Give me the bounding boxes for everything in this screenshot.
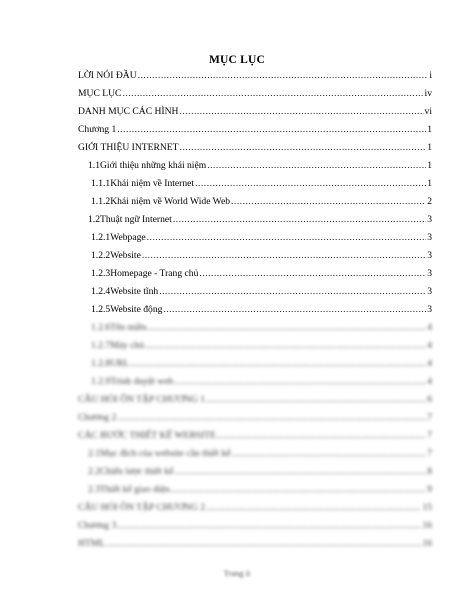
toc-entry-number: 2.1	[88, 448, 100, 459]
toc-entry-page: 3	[427, 214, 432, 225]
dot-leader	[171, 484, 427, 496]
toc-entry-title: MỤC LỤC	[78, 88, 122, 99]
toc-entry[interactable]	[78, 430, 432, 442]
toc-entry-number: 1.2.2	[91, 250, 111, 261]
toc-entry-title: GIỚI THIỆU INTERNET	[78, 142, 179, 153]
toc-entry[interactable]	[78, 88, 432, 100]
dot-leader	[163, 304, 426, 316]
page-title: MỤC LỤC	[208, 54, 266, 66]
toc-entry-page: 3	[427, 286, 432, 297]
toc-entry-page: 6	[427, 394, 432, 405]
toc-entry-title: Chương 3	[78, 520, 117, 531]
dot-leader	[117, 520, 421, 532]
toc-entry[interactable]	[88, 466, 432, 478]
toc-entry-title: Thuật ngữ Internet	[100, 214, 172, 225]
dot-leader	[217, 430, 426, 442]
toc-entry-page: 4	[427, 340, 432, 351]
page-footer: Trang ii	[223, 568, 251, 578]
toc-entry-page: 15	[422, 502, 432, 513]
toc-entry[interactable]	[91, 286, 432, 298]
toc-entry-title: CÂU HỎI ÔN TẬP CHƯƠNG 2	[78, 502, 206, 513]
toc-entry-title: Website động	[110, 304, 163, 315]
dot-leader	[206, 502, 421, 514]
toc-entry-page: 1	[427, 142, 432, 153]
dot-leader	[195, 178, 426, 190]
toc-entry-title: Khái niệm về World Wide Web	[110, 196, 231, 207]
dot-leader	[122, 88, 423, 100]
toc-entry[interactable]	[78, 412, 432, 424]
toc-entry[interactable]	[88, 214, 432, 226]
dot-leader	[106, 538, 421, 550]
toc-entry-title: Webpage	[110, 232, 146, 243]
toc-entry-page: 1	[427, 160, 432, 171]
toc-entry-title: Mục đích của website cần thiết kế	[100, 448, 231, 459]
dot-leader	[148, 322, 427, 334]
toc-entry-number: 1.1.2	[91, 196, 111, 207]
toc-entry-title: Homepage - Trang chủ	[110, 268, 199, 279]
toc-entry[interactable]	[91, 322, 432, 334]
toc-entry-number: 1.1	[88, 160, 100, 171]
toc-entry-title: Khái niệm về Internet	[110, 178, 195, 189]
toc-entry-title: URL	[110, 358, 130, 369]
toc-entry[interactable]	[88, 448, 432, 460]
toc-entry[interactable]	[91, 250, 432, 262]
toc-entry-title: CÁC BƯỚC THIẾT KẾ WEBSITE	[78, 430, 217, 441]
toc-entry[interactable]	[78, 70, 432, 82]
dot-leader	[117, 412, 426, 424]
toc-entry-page: 4	[427, 322, 432, 333]
toc-entry-page: 2	[427, 196, 432, 207]
toc-entry-page: 4	[427, 376, 432, 387]
toc-entry-page: 1	[427, 178, 432, 189]
toc-entry-page: 3	[427, 250, 432, 261]
toc-entry-page: 9	[427, 484, 432, 495]
toc-entry-title: Chương 1	[78, 124, 117, 135]
toc-entry-number: 1.2.6	[91, 322, 111, 333]
toc-entry-title: Giới thiệu những khái niệm	[100, 160, 207, 171]
toc-entry-title: Trình duyệt web	[110, 376, 174, 387]
dot-leader	[142, 250, 426, 262]
toc-entry-number: 2.2	[88, 466, 100, 477]
toc-entry[interactable]	[78, 502, 432, 514]
toc-entry[interactable]	[91, 232, 432, 244]
toc-entry-title: Tên miền	[110, 322, 147, 333]
dot-leader	[173, 214, 426, 226]
toc-entry-number: 1.2.9	[91, 376, 111, 387]
dot-leader	[138, 70, 429, 82]
toc-entry[interactable]	[78, 394, 432, 406]
dot-leader	[145, 340, 426, 352]
toc-entry-page: 8	[427, 466, 432, 477]
toc-entry-title: Website tĩnh	[110, 286, 159, 297]
dot-leader	[174, 376, 426, 388]
toc-entry[interactable]	[78, 124, 432, 136]
toc-entry[interactable]	[88, 160, 432, 172]
toc-entry-page: 7	[427, 430, 432, 441]
toc-entry-number: 1.2.3	[91, 268, 111, 279]
toc-entry-page: 3	[427, 304, 432, 315]
toc-entry[interactable]	[91, 304, 432, 316]
toc-entry-page: i	[429, 70, 432, 81]
dot-leader	[207, 160, 426, 172]
toc-entry-title: CÂU HỎI ÔN TẬP CHƯƠNG 1	[78, 394, 206, 405]
toc-entry[interactable]	[91, 268, 432, 280]
toc-entry[interactable]	[91, 358, 432, 370]
toc-entry-number: 2.3	[88, 484, 100, 495]
dot-leader	[174, 466, 426, 478]
dot-leader	[232, 448, 427, 460]
dot-leader	[179, 106, 423, 118]
dot-leader	[180, 142, 427, 154]
toc-entry-title: Máy chủ	[110, 340, 145, 351]
toc-entry-page: 3	[427, 268, 432, 279]
dot-leader	[117, 124, 426, 136]
toc-entry-number: 1.2.4	[91, 286, 111, 297]
toc-entry-page: 16	[422, 520, 432, 531]
dot-leader	[231, 196, 426, 208]
toc-entry-title: DANH MỤC CÁC HÌNH	[78, 106, 179, 117]
toc-entry-page: 7	[427, 448, 432, 459]
toc-entry-number: 1.2.1	[91, 232, 111, 243]
toc-entry[interactable]	[91, 376, 432, 388]
toc-entry-title: Thiết kế giao diện	[100, 484, 170, 495]
toc-entry-number: 1.2.7	[91, 340, 111, 351]
toc-entry-title: Chiến lược thiết kế	[100, 466, 174, 477]
toc-entry[interactable]	[78, 520, 432, 532]
toc-entry[interactable]	[88, 484, 432, 496]
toc-entry-page: 4	[427, 358, 432, 369]
toc-entry-title: Website	[110, 250, 141, 261]
toc-entry-page: 1	[427, 124, 432, 135]
toc-entry-page: vi	[424, 106, 432, 117]
toc-entry-title: Chương 2	[78, 412, 117, 423]
dot-leader	[159, 286, 426, 298]
dot-leader	[130, 358, 426, 370]
toc-entry[interactable]	[91, 178, 432, 190]
dot-leader	[199, 268, 426, 280]
toc-entry[interactable]	[91, 196, 432, 208]
toc-entry-page: iv	[424, 88, 432, 99]
toc-entry-number: 1.2	[88, 214, 100, 225]
toc-entry[interactable]	[78, 142, 432, 154]
toc-entry[interactable]	[78, 538, 432, 550]
toc-entry-number: 1.1.1	[91, 178, 111, 189]
toc-entry[interactable]	[78, 106, 432, 118]
toc-entry-number: 1.2.8	[91, 358, 111, 369]
toc-entry[interactable]	[91, 340, 432, 352]
toc-entry-page: 16	[422, 538, 432, 549]
toc-entry-page: 3	[427, 232, 432, 243]
toc-entry-number: 1.2.5	[91, 304, 111, 315]
toc-entry-title: LỜI NÓI ĐẦU	[78, 70, 137, 81]
toc-entry-title: HTML	[78, 538, 106, 549]
dot-leader	[206, 394, 426, 406]
toc-entry-page: 7	[427, 412, 432, 423]
dot-leader	[147, 232, 427, 244]
